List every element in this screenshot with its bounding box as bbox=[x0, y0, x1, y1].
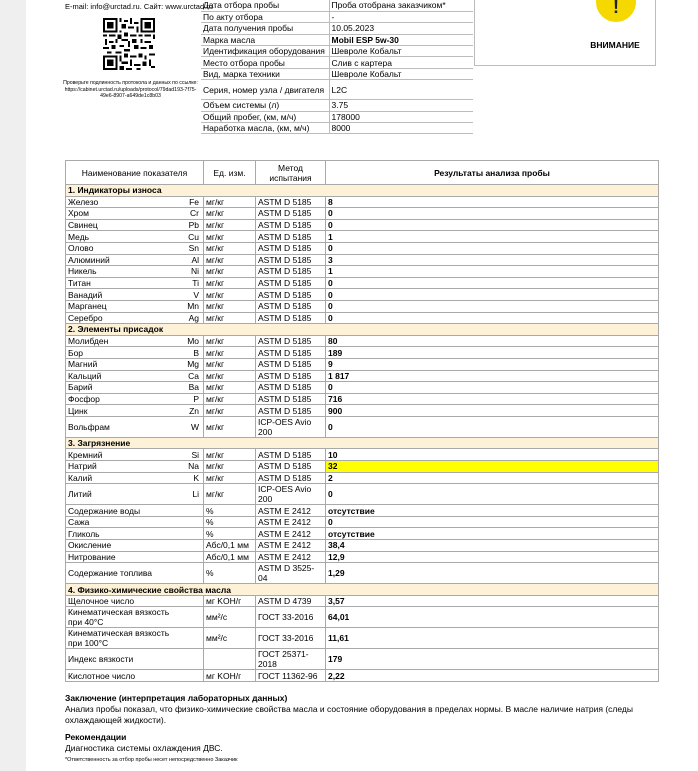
indicator-name: Содержание топлива bbox=[66, 563, 174, 584]
element-symbol: Si bbox=[174, 449, 204, 461]
result-value: 32 bbox=[326, 461, 659, 473]
sample-info-value: Проба отобрана заказчиком* bbox=[329, 0, 473, 11]
element-symbol: Ca bbox=[174, 370, 204, 382]
sample-info-value: - bbox=[329, 11, 473, 22]
result-value: 0 bbox=[326, 277, 659, 289]
sample-info-value: 10.05.2023 bbox=[329, 23, 473, 34]
result-value: 0 bbox=[326, 416, 659, 437]
unit-cell: Абс/0,1 мм bbox=[204, 540, 256, 552]
element-symbol: W bbox=[174, 416, 204, 437]
indicator-name: Никель bbox=[66, 266, 174, 278]
sample-info-row bbox=[201, 34, 473, 45]
indicator-name: Индекс вязкости bbox=[66, 649, 174, 670]
table-row bbox=[66, 382, 659, 394]
element-symbol: Mg bbox=[174, 358, 204, 370]
result-value: 38,4 bbox=[326, 540, 659, 552]
result-value: 2 bbox=[326, 472, 659, 484]
indicator-name: Бор bbox=[66, 347, 174, 359]
method-cell: ASTM D 5185 bbox=[256, 219, 326, 231]
element-symbol bbox=[174, 595, 204, 607]
footnote: *Ответственность за отбор пробы несет непосредственно Заказчик bbox=[65, 757, 238, 763]
sample-info-row bbox=[201, 57, 473, 68]
indicator-name: Щелочное число bbox=[66, 595, 174, 607]
unit-cell: % bbox=[204, 516, 256, 528]
method-cell: ASTM D 5185 bbox=[256, 266, 326, 278]
method-cell: ASTM D 5185 bbox=[256, 449, 326, 461]
sample-info-row bbox=[201, 111, 473, 122]
unit-cell: мм²/с bbox=[204, 628, 256, 649]
indicator-name: Ванадий bbox=[66, 289, 174, 301]
indicator-name: Фосфор bbox=[66, 393, 174, 405]
sample-info-row bbox=[201, 0, 473, 11]
result-value: 10 bbox=[326, 449, 659, 461]
result-value: 64,01 bbox=[326, 607, 659, 628]
method-cell: ASTM E 2412 bbox=[256, 505, 326, 517]
element-symbol bbox=[174, 505, 204, 517]
method-cell: ASTM D 5185 bbox=[256, 335, 326, 347]
sample-info-value: Mobil ESP 5w-30 bbox=[329, 34, 473, 45]
method-cell: ASTM D 5185 bbox=[256, 347, 326, 359]
result-value: 0 bbox=[326, 516, 659, 528]
table-row bbox=[66, 300, 659, 312]
table-row bbox=[66, 277, 659, 289]
method-cell: ASTM D 5185 bbox=[256, 242, 326, 254]
indicator-name: Гликоль bbox=[66, 528, 174, 540]
unit-cell: мг KOH/г bbox=[204, 595, 256, 607]
unit-cell: мг/кг bbox=[204, 242, 256, 254]
indicator-name: Кремний bbox=[66, 449, 174, 461]
result-value: 3 bbox=[326, 254, 659, 266]
unit-cell: Абс/0,1 мм bbox=[204, 551, 256, 563]
table-row bbox=[66, 505, 659, 517]
section-header-row bbox=[66, 185, 659, 197]
indicator-name: Серебро bbox=[66, 312, 174, 324]
sample-info-value: L2C bbox=[329, 80, 473, 100]
recommendations-title: Рекомендации bbox=[65, 732, 127, 742]
method-cell: ICP-OES Avio 200 bbox=[256, 484, 326, 505]
sample-info-key: Общий пробег, (км, м/ч) bbox=[201, 111, 329, 122]
element-symbol bbox=[174, 563, 204, 584]
result-value: 179 bbox=[326, 649, 659, 670]
sample-info-value: 8000 bbox=[329, 123, 473, 134]
unit-cell: мг/кг bbox=[204, 266, 256, 278]
method-cell: ASTM D 5185 bbox=[256, 472, 326, 484]
element-symbol bbox=[174, 528, 204, 540]
method-cell: ASTM D 5185 bbox=[256, 254, 326, 266]
unit-cell: мг/кг bbox=[204, 416, 256, 437]
unit-cell: мг/кг bbox=[204, 405, 256, 417]
unit-cell: мг/кг bbox=[204, 461, 256, 473]
indicator-name: Хром bbox=[66, 208, 174, 220]
indicator-name: Кинематическая вязкость при 40°С bbox=[66, 607, 174, 628]
indicator-name: Железо bbox=[66, 196, 174, 208]
section-header-row bbox=[66, 324, 659, 336]
method-cell: ASTM D 3525-04 bbox=[256, 563, 326, 584]
method-cell: ASTM D 5185 bbox=[256, 289, 326, 301]
result-value: отсутствие bbox=[326, 528, 659, 540]
table-row bbox=[66, 472, 659, 484]
table-row bbox=[66, 461, 659, 473]
conclusion-title: Заключение (интерпретация лабораторных данных) bbox=[65, 693, 288, 703]
sample-info-key: Дата получения пробы bbox=[201, 23, 329, 34]
unit-cell: мг/кг bbox=[204, 335, 256, 347]
result-value: 0 bbox=[326, 300, 659, 312]
sample-info-value: Шевроле Кобальт bbox=[329, 68, 473, 79]
element-symbol bbox=[174, 670, 204, 682]
method-cell: ASTM E 2412 bbox=[256, 551, 326, 563]
warning-label: ВНИМАНИЕ bbox=[590, 40, 640, 50]
sample-info-key: Вид, марка техники bbox=[201, 68, 329, 79]
element-symbol bbox=[174, 628, 204, 649]
results-header-row bbox=[66, 161, 659, 185]
indicator-name: Алюминий bbox=[66, 254, 174, 266]
element-symbol bbox=[174, 540, 204, 552]
recommendations-text: Диагностика системы охлаждения ДВС. bbox=[65, 743, 223, 753]
result-value: 0 bbox=[326, 484, 659, 505]
element-symbol: Ti bbox=[174, 277, 204, 289]
element-symbol: Ba bbox=[174, 382, 204, 394]
result-value: 1 817 bbox=[326, 370, 659, 382]
indicator-name: Литий bbox=[66, 484, 174, 505]
method-cell: ASTM D 5185 bbox=[256, 382, 326, 394]
method-cell: ASTM D 5185 bbox=[256, 393, 326, 405]
lab-contact: E-mail: info@urctad.ru. Сайт: www.urctad.ru bbox=[65, 2, 213, 11]
element-symbol bbox=[174, 649, 204, 670]
table-row bbox=[66, 551, 659, 563]
method-cell: ASTM E 2412 bbox=[256, 516, 326, 528]
unit-cell: % bbox=[204, 528, 256, 540]
unit-cell: мг/кг bbox=[204, 300, 256, 312]
header-unit: Ед. изм. bbox=[204, 161, 256, 185]
element-symbol: Pb bbox=[174, 219, 204, 231]
method-cell: ASTM D 5185 bbox=[256, 300, 326, 312]
exclamation-mark: ! bbox=[613, 0, 619, 17]
indicator-name: Олово bbox=[66, 242, 174, 254]
result-value: 0 bbox=[326, 208, 659, 220]
sample-info-row bbox=[201, 80, 473, 100]
element-symbol bbox=[174, 516, 204, 528]
section-title: 4. Физико-химические свойства масла bbox=[66, 584, 659, 596]
unit-cell: мг KOH/г bbox=[204, 670, 256, 682]
result-value: 189 bbox=[326, 347, 659, 359]
indicator-name: Свинец bbox=[66, 219, 174, 231]
result-value: 80 bbox=[326, 335, 659, 347]
table-row bbox=[66, 208, 659, 220]
element-symbol: Al bbox=[174, 254, 204, 266]
indicator-name: Вольфрам bbox=[66, 416, 174, 437]
sample-info-key: Объем системы (л) bbox=[201, 100, 329, 111]
table-row bbox=[66, 540, 659, 552]
header-result: Результаты анализа пробы bbox=[326, 161, 659, 185]
indicator-name: Кислотное число bbox=[66, 670, 174, 682]
method-cell: ASTM E 2412 bbox=[256, 528, 326, 540]
sample-info-table bbox=[201, 0, 473, 134]
method-cell: ICP-OES Avio 200 bbox=[256, 416, 326, 437]
element-symbol bbox=[174, 607, 204, 628]
result-value: 900 bbox=[326, 405, 659, 417]
sample-info-row bbox=[201, 46, 473, 57]
result-value: 9 bbox=[326, 358, 659, 370]
sample-info-key: Марка масла bbox=[201, 34, 329, 45]
indicator-name: Нитрование bbox=[66, 551, 174, 563]
element-symbol: Li bbox=[174, 484, 204, 505]
unit-cell: мг/кг bbox=[204, 254, 256, 266]
indicator-name: Сажа bbox=[66, 516, 174, 528]
method-cell: ASTM D 5185 bbox=[256, 277, 326, 289]
section-title: 3. Загрязнение bbox=[66, 437, 659, 449]
sample-info-key: По акту отбора bbox=[201, 11, 329, 22]
result-value: отсутствие bbox=[326, 505, 659, 517]
verify-note bbox=[58, 80, 203, 100]
section-header-row bbox=[66, 584, 659, 596]
element-symbol: Cu bbox=[174, 231, 204, 243]
indicator-name: Окисление bbox=[66, 540, 174, 552]
result-value: 1 bbox=[326, 266, 659, 278]
indicator-name: Барий bbox=[66, 382, 174, 394]
indicator-name: Молибден bbox=[66, 335, 174, 347]
indicator-name: Магний bbox=[66, 358, 174, 370]
method-cell: ГОСТ 25371-2018 bbox=[256, 649, 326, 670]
header-indicator: Наименование показателя bbox=[66, 161, 204, 185]
indicator-name: Кинематическая вязкость при 100°С bbox=[66, 628, 174, 649]
sample-info-key: Наработка масла, (км, м/ч) bbox=[201, 123, 329, 134]
indicator-name: Кальций bbox=[66, 370, 174, 382]
unit-cell: % bbox=[204, 563, 256, 584]
table-row bbox=[66, 196, 659, 208]
conclusion-block bbox=[65, 693, 665, 726]
table-row bbox=[66, 607, 659, 628]
result-value: 12,9 bbox=[326, 551, 659, 563]
unit-cell: мм²/с bbox=[204, 607, 256, 628]
method-cell: ASTM D 5185 bbox=[256, 405, 326, 417]
unit-cell: мг/кг bbox=[204, 231, 256, 243]
indicator-name: Медь bbox=[66, 231, 174, 243]
element-symbol: Mo bbox=[174, 335, 204, 347]
unit-cell: мг/кг bbox=[204, 219, 256, 231]
unit-cell: мг/кг bbox=[204, 472, 256, 484]
element-symbol: Zn bbox=[174, 405, 204, 417]
unit-cell: мг/кг bbox=[204, 449, 256, 461]
table-row bbox=[66, 528, 659, 540]
table-row bbox=[66, 416, 659, 437]
result-value: 1,29 bbox=[326, 563, 659, 584]
element-symbol: Ag bbox=[174, 312, 204, 324]
left-margin-strip bbox=[0, 0, 26, 771]
result-value: 1 bbox=[326, 231, 659, 243]
sample-info-value: Шевроле Кобальт bbox=[329, 46, 473, 57]
element-symbol: K bbox=[174, 472, 204, 484]
table-row bbox=[66, 405, 659, 417]
method-cell: ГОСТ 33-2016 bbox=[256, 607, 326, 628]
indicator-name: Титан bbox=[66, 277, 174, 289]
method-cell: ASTM D 5185 bbox=[256, 358, 326, 370]
result-value: 3,57 bbox=[326, 595, 659, 607]
sample-info-key: Дата отбора пробы bbox=[201, 0, 329, 11]
element-symbol: Fe bbox=[174, 196, 204, 208]
table-row bbox=[66, 595, 659, 607]
sample-info-row bbox=[201, 123, 473, 134]
sample-info-value: 178000 bbox=[329, 111, 473, 122]
unit-cell: мг/кг bbox=[204, 312, 256, 324]
method-cell: ASTM E 2412 bbox=[256, 540, 326, 552]
table-row bbox=[66, 649, 659, 670]
method-cell: ASTM D 5185 bbox=[256, 196, 326, 208]
table-row bbox=[66, 266, 659, 278]
table-row bbox=[66, 231, 659, 243]
result-value: 0 bbox=[326, 312, 659, 324]
element-symbol: Cr bbox=[174, 208, 204, 220]
unit-cell: мг/кг bbox=[204, 393, 256, 405]
qr-code bbox=[103, 18, 155, 70]
table-row bbox=[66, 449, 659, 461]
unit-cell: мг/кг bbox=[204, 484, 256, 505]
table-row bbox=[66, 516, 659, 528]
result-value: 8 bbox=[326, 196, 659, 208]
sample-info-key: Серия, номер узла / двигателя bbox=[201, 80, 329, 100]
unit-cell bbox=[204, 649, 256, 670]
indicator-name: Натрий bbox=[66, 461, 174, 473]
recommendations-block bbox=[65, 732, 665, 754]
element-symbol: B bbox=[174, 347, 204, 359]
unit-cell: мг/кг bbox=[204, 277, 256, 289]
table-row bbox=[66, 289, 659, 301]
sample-info-value: Слив с картера bbox=[329, 57, 473, 68]
result-value: 0 bbox=[326, 242, 659, 254]
unit-cell: мг/кг bbox=[204, 208, 256, 220]
table-row bbox=[66, 254, 659, 266]
method-cell: ASTM D 5185 bbox=[256, 312, 326, 324]
element-symbol: Ni bbox=[174, 266, 204, 278]
element-symbol: Na bbox=[174, 461, 204, 473]
method-cell: ASTM D 5185 bbox=[256, 461, 326, 473]
table-row bbox=[66, 358, 659, 370]
table-row bbox=[66, 219, 659, 231]
method-cell: ASTM D 5185 bbox=[256, 370, 326, 382]
sample-info-key: Идентификация оборудования bbox=[201, 46, 329, 57]
table-row bbox=[66, 393, 659, 405]
element-symbol: Mn bbox=[174, 300, 204, 312]
sample-info-value: 3.75 bbox=[329, 100, 473, 111]
table-row bbox=[66, 347, 659, 359]
element-symbol: P bbox=[174, 393, 204, 405]
unit-cell: % bbox=[204, 505, 256, 517]
method-cell: ASTM D 4739 bbox=[256, 595, 326, 607]
result-value: 716 bbox=[326, 393, 659, 405]
section-header-row bbox=[66, 437, 659, 449]
header-method: Метод испытания bbox=[256, 161, 326, 185]
indicator-name: Содержание воды bbox=[66, 505, 174, 517]
result-value: 0 bbox=[326, 382, 659, 394]
element-symbol: Sn bbox=[174, 242, 204, 254]
result-value: 0 bbox=[326, 289, 659, 301]
table-row bbox=[66, 484, 659, 505]
result-value: 11,61 bbox=[326, 628, 659, 649]
verify-text: Проверьте подлинность протокола и данных по ссылке: bbox=[63, 80, 198, 86]
section-title: 1. Индикаторы износа bbox=[66, 185, 659, 197]
table-row bbox=[66, 335, 659, 347]
results-table bbox=[65, 160, 659, 682]
table-row bbox=[66, 670, 659, 682]
method-cell: ГОСТ 11362-96 bbox=[256, 670, 326, 682]
unit-cell: мг/кг bbox=[204, 382, 256, 394]
table-row bbox=[66, 242, 659, 254]
indicator-name: Марганец bbox=[66, 300, 174, 312]
element-symbol: V bbox=[174, 289, 204, 301]
unit-cell: мг/кг bbox=[204, 289, 256, 301]
unit-cell: мг/кг bbox=[204, 347, 256, 359]
table-row bbox=[66, 312, 659, 324]
table-row bbox=[66, 628, 659, 649]
element-symbol bbox=[174, 551, 204, 563]
section-title: 2. Элементы присадок bbox=[66, 324, 659, 336]
verify-link[interactable]: https://cabinet.urctad.ru/uploads/protocol/79dad193-7f75-49e6-8907-a649de1c8b03 bbox=[64, 86, 197, 99]
table-row bbox=[66, 370, 659, 382]
method-cell: ASTM D 5185 bbox=[256, 231, 326, 243]
unit-cell: мг/кг bbox=[204, 358, 256, 370]
result-value: 2,22 bbox=[326, 670, 659, 682]
table-row bbox=[66, 563, 659, 584]
sample-info-row bbox=[201, 11, 473, 22]
sample-info-key: Место отбора пробы bbox=[201, 57, 329, 68]
result-value: 0 bbox=[326, 219, 659, 231]
indicator-name: Цинк bbox=[66, 405, 174, 417]
method-cell: ГОСТ 33-2016 bbox=[256, 628, 326, 649]
indicator-name: Калий bbox=[66, 472, 174, 484]
sample-info-row bbox=[201, 23, 473, 34]
unit-cell: мг/кг bbox=[204, 370, 256, 382]
sample-info-row bbox=[201, 100, 473, 111]
unit-cell: мг/кг bbox=[204, 196, 256, 208]
method-cell: ASTM D 5185 bbox=[256, 208, 326, 220]
sample-info-row bbox=[201, 68, 473, 79]
conclusion-text: Анализ пробы показал, что физико-химические свойства масла и состояние оборудования в пределах нормы. В масле наличие натрия (следы охлаждающей жидкости). bbox=[65, 704, 633, 725]
